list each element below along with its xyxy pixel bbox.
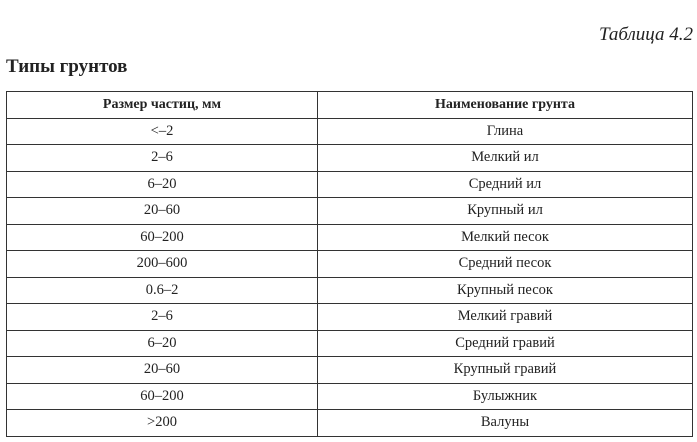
particle-size-cell: 2–6 (7, 304, 318, 331)
table-row (7, 383, 693, 410)
page-title: Типы грунтов (6, 56, 128, 77)
soil-name-cell: Средний гравий (318, 330, 693, 357)
soil-name-cell: Булыжник (318, 383, 693, 410)
soil-name-cell: Средний песок (318, 251, 693, 278)
table-row (7, 304, 693, 331)
column-header-particle-size: Размер частиц, мм (7, 92, 318, 119)
table-row (7, 198, 693, 225)
soil-name-cell: Мелкий гравий (318, 304, 693, 331)
table-row (7, 277, 693, 304)
particle-size-cell: 20–60 (7, 357, 318, 384)
table-row (7, 410, 693, 437)
particle-size-cell: 6–20 (7, 330, 318, 357)
table-caption: Таблица 4.2 (599, 24, 693, 45)
table-row (7, 118, 693, 145)
table-row (7, 171, 693, 198)
table-row (7, 330, 693, 357)
particle-size-cell: 60–200 (7, 383, 318, 410)
soil-name-cell: Крупный песок (318, 277, 693, 304)
table-header-row (7, 92, 693, 119)
soil-name-cell: Мелкий ил (318, 145, 693, 172)
particle-size-cell: 6–20 (7, 171, 318, 198)
soil-name-cell: Крупный ил (318, 198, 693, 225)
table-row (7, 251, 693, 278)
particle-size-cell: 2–6 (7, 145, 318, 172)
particle-size-cell: <–2 (7, 118, 318, 145)
soil-name-cell: Средний ил (318, 171, 693, 198)
soil-name-cell: Валуны (318, 410, 693, 437)
particle-size-cell: 60–200 (7, 224, 318, 251)
particle-size-cell: 0.6–2 (7, 277, 318, 304)
soil-name-cell: Глина (318, 118, 693, 145)
table-row (7, 145, 693, 172)
particle-size-cell: 20–60 (7, 198, 318, 225)
soil-name-cell: Мелкий песок (318, 224, 693, 251)
soil-name-cell: Крупный гравий (318, 357, 693, 384)
table-row (7, 357, 693, 384)
particle-size-cell: >200 (7, 410, 318, 437)
soil-types-table (6, 91, 693, 437)
table-row (7, 224, 693, 251)
column-header-soil-name: Наименование грунта (318, 92, 693, 119)
particle-size-cell: 200–600 (7, 251, 318, 278)
